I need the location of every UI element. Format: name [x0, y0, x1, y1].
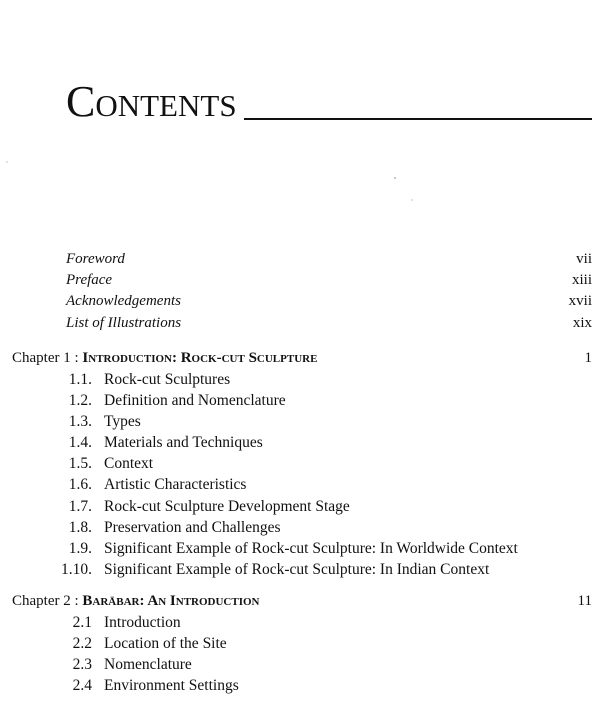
section-title: Rock-cut Sculptures: [104, 371, 231, 388]
chapter-2: [12, 591, 592, 696]
section-number: 2.4: [72, 677, 92, 695]
front-matter-item: [66, 249, 592, 270]
front-matter-page: xix: [572, 314, 592, 331]
section-list: [12, 612, 592, 696]
section-item: [12, 496, 592, 517]
section-item: [12, 538, 592, 559]
front-matter-item: [66, 291, 592, 312]
section-title: Artistic Characteristics: [104, 476, 247, 494]
section-title: Nomenclature: [104, 656, 192, 674]
section-title: Context: [104, 455, 154, 473]
section-item: [12, 474, 592, 495]
speck: [394, 177, 396, 179]
section-item: [12, 633, 592, 654]
chapter-page: 1: [584, 350, 592, 366]
front-matter-page: xvii: [568, 293, 592, 310]
section-item: [12, 390, 592, 411]
section-title: Materials and Techniques: [104, 434, 263, 452]
section-title: Types: [104, 413, 141, 431]
section-number: 1.10.: [61, 560, 92, 578]
front-matter-label: Acknowledgements: [66, 293, 181, 310]
speck: [6, 161, 7, 162]
section-title: Definition and Nomenclature: [104, 392, 286, 410]
section-number: 1.2.: [68, 392, 92, 410]
chapter-title: [12, 348, 317, 369]
section-title: Introduction: [104, 614, 181, 631]
front-matter-item: [66, 270, 592, 291]
section-title: Preservation and Challenges: [104, 518, 281, 536]
section-number: 1.4.: [68, 434, 92, 452]
chapter-prefix: Chapter 2 :: [12, 593, 79, 609]
section-item: [12, 654, 592, 675]
section-number: 2.2: [72, 635, 92, 653]
section-title: Rock-cut Sculpture Development Stage: [104, 497, 350, 515]
section-title: Significant Example of Rock-cut Sculpture: In Indian Context: [104, 560, 490, 578]
section-number: 1.7.: [68, 497, 92, 515]
section-item: [12, 453, 592, 474]
section-list: [12, 369, 592, 580]
front-matter-label: Preface: [66, 272, 113, 289]
section-number: 1.6.: [68, 476, 92, 494]
front-matter-page: vii: [576, 251, 592, 267]
chapter-name: Barābar: An Introduction: [82, 593, 260, 609]
section-number: 1.1.: [68, 371, 92, 388]
chapter-heading: [12, 591, 592, 612]
title-rule: [244, 118, 592, 120]
front-matter-label: Foreword: [66, 251, 125, 267]
page-title: Contents: [66, 77, 237, 126]
chapter-title: [12, 591, 259, 612]
section-number: 1.3.: [68, 413, 92, 431]
front-matter-label: List of Illustrations: [66, 314, 182, 331]
section-item: [12, 612, 592, 633]
section-number: 1.8.: [68, 518, 92, 536]
section-item: [12, 369, 592, 390]
section-number: 1.5.: [68, 455, 92, 473]
front-matter-item: [66, 313, 592, 334]
chapter-page: 11: [577, 593, 592, 609]
section-item: [12, 559, 592, 580]
chapter-1: [12, 348, 592, 580]
speck: [411, 199, 412, 200]
section-number: 2.1: [72, 614, 92, 631]
section-item: [12, 432, 592, 453]
section-number: 2.3: [72, 656, 92, 674]
chapter-prefix: Chapter 1 :: [12, 350, 79, 366]
section-item: [12, 675, 592, 696]
section-title: Significant Example of Rock-cut Sculpture: In Worldwide Context: [104, 539, 518, 557]
section-item: [12, 517, 592, 538]
section-number: 1.9.: [68, 539, 92, 557]
front-matter-list: [66, 249, 592, 334]
chapter-name: Introduction: Rock-cut Sculpture: [82, 350, 318, 366]
chapter-heading: [12, 348, 592, 369]
section-title: Location of the Site: [104, 635, 227, 653]
section-item: [12, 411, 592, 432]
front-matter-page: xiii: [571, 272, 592, 289]
section-title: Environment Settings: [104, 677, 239, 695]
